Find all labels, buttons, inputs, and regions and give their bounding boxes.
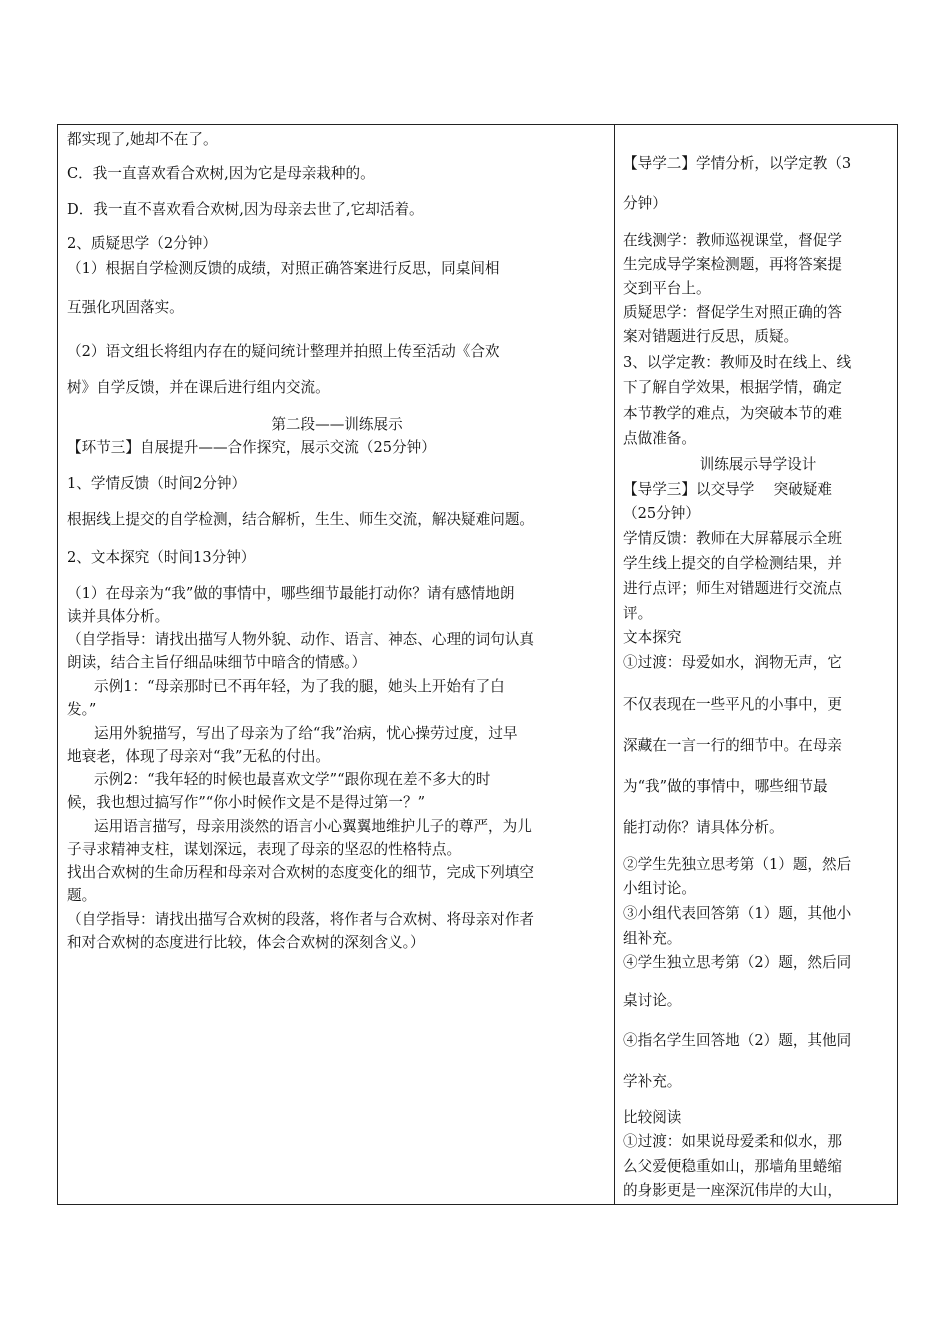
text-line: 案对错题进行反思，质疑。: [623, 328, 799, 345]
text-line: 在线测学：教师巡视课堂，督促学: [623, 232, 842, 249]
text-line: 都实现了,她却不在了。: [67, 131, 218, 148]
text-line: 深藏在一言一行的细节中。在母亲: [623, 737, 842, 754]
text-line: 为“我”做的事情中，哪些细节最: [623, 778, 828, 795]
text-line: ①过渡：如果说母爱柔和似水，那: [623, 1133, 842, 1150]
text-line: 分钟）: [623, 195, 667, 212]
text-line: 生完成导学案检测题，再将答案提: [623, 256, 842, 273]
text-line: 能打动你？请具体分析。: [623, 819, 784, 836]
example-line: 示例1：“母亲那时已不再年轻，为了我的腿，她头上开始有了白: [94, 678, 505, 695]
text-line: 小组讨论。: [623, 880, 696, 897]
text-line: 朗读，结合主旨仔细品味细节中暗含的情感。）: [67, 654, 367, 671]
text-line: （1）在母亲为“我”做的事情中，哪些细节最能打动你？请有感情地朗: [67, 585, 515, 602]
text-line: 组补充。: [623, 930, 682, 947]
text-line: 比较阅读: [623, 1109, 682, 1126]
text-line: 互强化巩固落实。: [67, 299, 184, 316]
text-line: 下了解自学效果，根据学情，确定: [623, 379, 842, 396]
text-line: 树》自学反馈，并在课后进行组内交流。: [67, 379, 330, 396]
text-line: ④指名学生回答地（2）题，其他同: [623, 1032, 852, 1049]
text-line: 读并具体分析。: [67, 608, 170, 625]
guide-heading: 【导学二】学情分析，以学定教（3: [623, 155, 852, 172]
text-line: 学生线上提交的自学检测结果，并: [623, 555, 842, 572]
guide-heading: 【导学三】以交导学 突破疑难: [623, 481, 832, 498]
text-line: 运用语言描写，母亲用淡然的语言小心翼翼地维护儿子的尊严，为儿: [94, 818, 532, 835]
text-line: 地衰老，体现了母亲对“我”无私的付出。: [67, 748, 331, 765]
option-c: C．我一直喜欢看合欢树,因为它是母亲栽种的。: [67, 165, 375, 182]
lesson-plan-table: [57, 124, 898, 1205]
text-line: 交到平台上。: [623, 280, 711, 297]
text-line: ①过渡：母爱如水，润物无声，它: [623, 654, 842, 671]
text-line: ②学生先独立思考第（1）题，然后: [623, 856, 852, 873]
text-line: 本节教学的难点，为突破本节的难: [623, 405, 842, 422]
example-line: 示例2：“我年轻的时候也最喜欢文学”“跟你现在差不多大的时: [94, 771, 491, 788]
text-line: （25分钟）: [623, 505, 700, 522]
text-line: 桌讨论。: [623, 992, 682, 1009]
text-line: 题。: [67, 887, 97, 904]
section-heading: 2、文本探究（时间13分钟）: [67, 549, 256, 566]
text-line: 不仅表现在一些平凡的小事中，更: [623, 696, 842, 713]
text-line: （自学指导：请找出描写人物外貌、动作、语言、神态、心理的词句认真: [67, 631, 535, 648]
text-line: （1）根据自学检测反馈的成绩，对照正确答案进行反思，同桌间相: [67, 260, 500, 277]
column-divider: [614, 125, 615, 1204]
text-line: 学补充。: [623, 1073, 682, 1090]
design-heading: 训练展示导学设计: [699, 456, 817, 473]
text-line: 3、以学定教：教师及时在线上、线: [623, 354, 852, 371]
text-line: 评。: [623, 605, 653, 622]
text-line: 的身影更是一座深沉伟岸的大山，: [623, 1182, 842, 1199]
text-line: 么父爱便稳重如山，那墙角里蜷缩: [623, 1158, 842, 1175]
section-heading: 【环节三】自展提升——合作探究，展示交流（25分钟）: [67, 439, 436, 456]
text-line: 和对合欢树的态度进行比较，体会合欢树的深刻含义。）: [67, 934, 425, 951]
section-heading: 1、学情反馈（时间2分钟）: [67, 475, 247, 492]
text-line: ③小组代表回答第（1）题，其他小: [623, 905, 852, 922]
text-line: ④学生独立思考第（2）题，然后同: [623, 954, 852, 971]
text-line: 运用外貌描写，写出了母亲为了给“我”治病，忧心操劳过度，过早: [94, 725, 518, 742]
stage-heading: 第二段——训练展示: [271, 416, 403, 433]
option-d: D．我一直不喜欢看合欢树,因为母亲去世了,它却活着。: [67, 201, 424, 218]
text-line: 找出合欢树的生命历程和母亲对合欢树的态度变化的细节，完成下列填空: [67, 864, 535, 881]
text-line: 点做准备。: [623, 430, 696, 447]
text-line: 候，我也想过搞写作”“你小时候作文是不是得过第一？”: [67, 794, 426, 811]
text-line: （自学指导：请找出描写合欢树的段落，将作者与合欢树、将母亲对作者: [67, 911, 535, 928]
text-line: 进行点评；师生对错题进行交流点: [623, 580, 842, 597]
text-line: 文本探究: [623, 629, 682, 646]
text-line: 发。”: [67, 701, 97, 718]
text-line: （2）语文组长将组内存在的疑问统计整理并拍照上传至活动《合欢: [67, 343, 500, 360]
text-line: 学情反馈：教师在大屏幕展示全班: [623, 530, 842, 547]
text-line: 根据线上提交的自学检测，结合解析，生生、师生交流，解决疑难问题。: [67, 511, 535, 528]
text-line: 子寻求精神支柱，谋划深远，表现了母亲的坚忍的性格特点。: [67, 841, 462, 858]
text-line: 质疑思学：督促学生对照正确的答: [623, 304, 842, 321]
section-heading: 2、质疑思学（2分钟）: [67, 235, 217, 252]
